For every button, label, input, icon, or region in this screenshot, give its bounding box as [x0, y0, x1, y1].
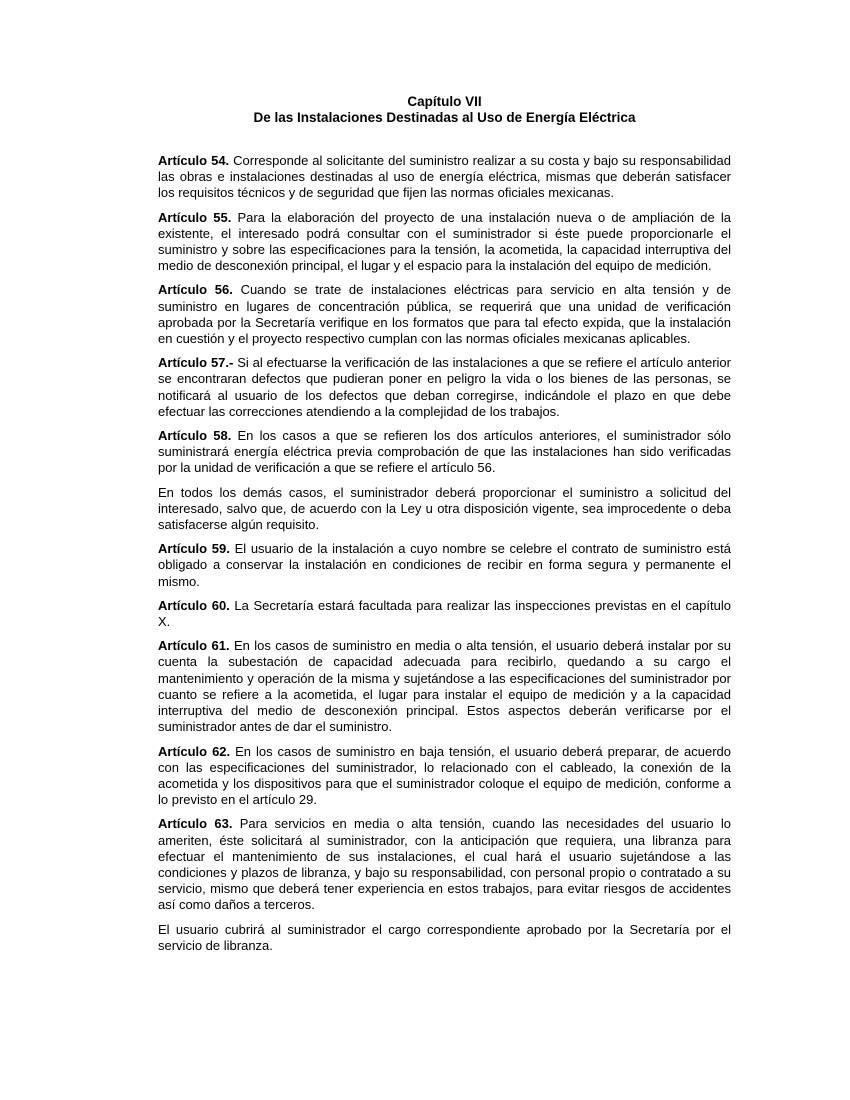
article-number-label: Artículo 63.	[158, 816, 240, 832]
article-number-label: Artículo 60.	[158, 597, 235, 613]
article-paragraph	[158, 210, 731, 275]
article-paragraph	[158, 485, 731, 534]
article-paragraph	[158, 744, 731, 809]
article-number-label: Artículo 62.	[158, 743, 236, 759]
article-text: En todos los demás casos, el suministrador deberá proporcionar el suministro a solicitud del interesado, salvo que, de acuerdo con la Ley u otra disposición vigente, sea improcedente o deba satisfacerse algún requisito.	[158, 484, 731, 533]
article-number-label: Artículo 59.	[158, 541, 235, 557]
article-text: Para la elaboración del proyecto de una instalación nueva o de ampliación de la existente, el interesado podrá consultar con el suministrador si éste puede proporcionarle el suministro y sobre las especificaciones para la tensión, la acometida, la capacidad interruptiva del medio de desconexión principal, el lugar y el espacio para la instalación del equipo de medición.	[158, 209, 731, 274]
document-body	[158, 153, 731, 954]
article-number-label: Artículo 56.	[158, 282, 241, 298]
article-number-label: Artículo 55.	[158, 209, 238, 225]
article-paragraph	[158, 816, 731, 913]
article-paragraph	[158, 638, 731, 735]
article-paragraph	[158, 541, 731, 590]
article-text: En los casos de suministro en media o alta tensión, el usuario deberá instalar por su cuenta la subestación de capacidad adecuada para recibirlo, quedando a su cargo el mantenimiento y operación de la misma y sujetándose a las especificaciones del suministrador por cuanto se refiere a la acometida, el lugar para instalar el equipo de medición y a la capacidad interruptiva del medio de desconexión principal. Estos aspectos deberán verificarse por el suministrador antes de dar el suministro.	[158, 638, 731, 735]
article-number-label: Artículo 54.	[158, 153, 234, 168]
article-number-label: Artículo 58.	[158, 428, 238, 444]
article-text: En los casos a que se refieren los dos artículos anteriores, el suministrador sólo suministrará energía eléctrica previa comprobación de que las instalaciones han sido verificadas por la unidad de verificación a que se refiere el artículo 56.	[158, 428, 731, 476]
article-text: El usuario cubrirá al suministrador el cargo correspondiente aprobado por la Secretaría por el servicio de libranza.	[158, 921, 731, 953]
article-text: Corresponde al solicitante del suministro realizar a su costa y bajo su responsabilidad las obras e instalaciones destinadas al uso de energía eléctrica, mismas que deberán satisfacer los requisitos técnicos y de seguridad que fijen las normas oficiales mexicanas.	[158, 153, 731, 201]
article-paragraph	[158, 598, 731, 630]
article-paragraph	[158, 153, 731, 202]
article-text: Si al efectuarse la verificación de las instalaciones a que se refiere el artículo anterior se encontraran defectos que pudieran poner en peligro la vida o los bienes de las personas, se notificará al usuario de los defectos que deban corregirse, indicándole el plazo en que debe efectuar las correcciones atendiendo a la complejidad de los trabajos.	[158, 355, 731, 419]
article-number-label: Artículo 57.-	[158, 355, 238, 371]
chapter-subtitle: De las Instalaciones Destinadas al Uso de Energía Eléctrica	[253, 110, 636, 125]
article-text: Cuando se trate de instalaciones eléctricas para servicio en alta tensión y de suministro en lugares de concentración pública, se requerirá que una unidad de verificación aprobada por la Secretaría verifique en los formatos que para tal efecto expida, que la instalación en cuestión y el proyecto respectivo cumplan con las normas oficiales mexicanas aplicables.	[158, 282, 731, 347]
article-text: Para servicios en media o alta tensión, cuando las necesidades del usuario lo ameriten, éste solicitará al suministrador, con la anticipación que requiera, una libranza para efectuar el mantenimiento de sus instalaciones, el cual hará el usuario sujetándose a las condiciones y plazos de libranza, y bajo su responsabilidad, con personal propio o contratado a su servicio, mismo que deberá tener experiencia en estos trabajos, para evitar riesgos de accidentes así como daños a terceros.	[158, 816, 731, 913]
article-paragraph	[158, 282, 731, 347]
article-text: El usuario de la instalación a cuyo nombre se celebre el contrato de suministro está obligado a conservar la instalación en condiciones de recibir en forma segura y permanente el mismo.	[158, 541, 731, 589]
article-paragraph	[158, 922, 731, 954]
article-number-label: Artículo 61.	[158, 638, 234, 654]
article-paragraph	[158, 355, 731, 420]
article-text: En los casos de suministro en baja tensión, el usuario deberá preparar, de acuerdo con las especificaciones del suministrador, lo relacionado con el cableado, la conexión de la acometida y los dispositivos para que el suministrador coloque el equipo de medición, conforme a lo previsto en el artículo 29.	[158, 743, 731, 808]
chapter-title: Capítulo VII	[407, 94, 482, 109]
article-text: La Secretaría estará facultada para realizar las inspecciones previstas en el capítulo X.	[158, 597, 731, 630]
document-content	[158, 94, 731, 962]
article-paragraph	[158, 428, 731, 477]
